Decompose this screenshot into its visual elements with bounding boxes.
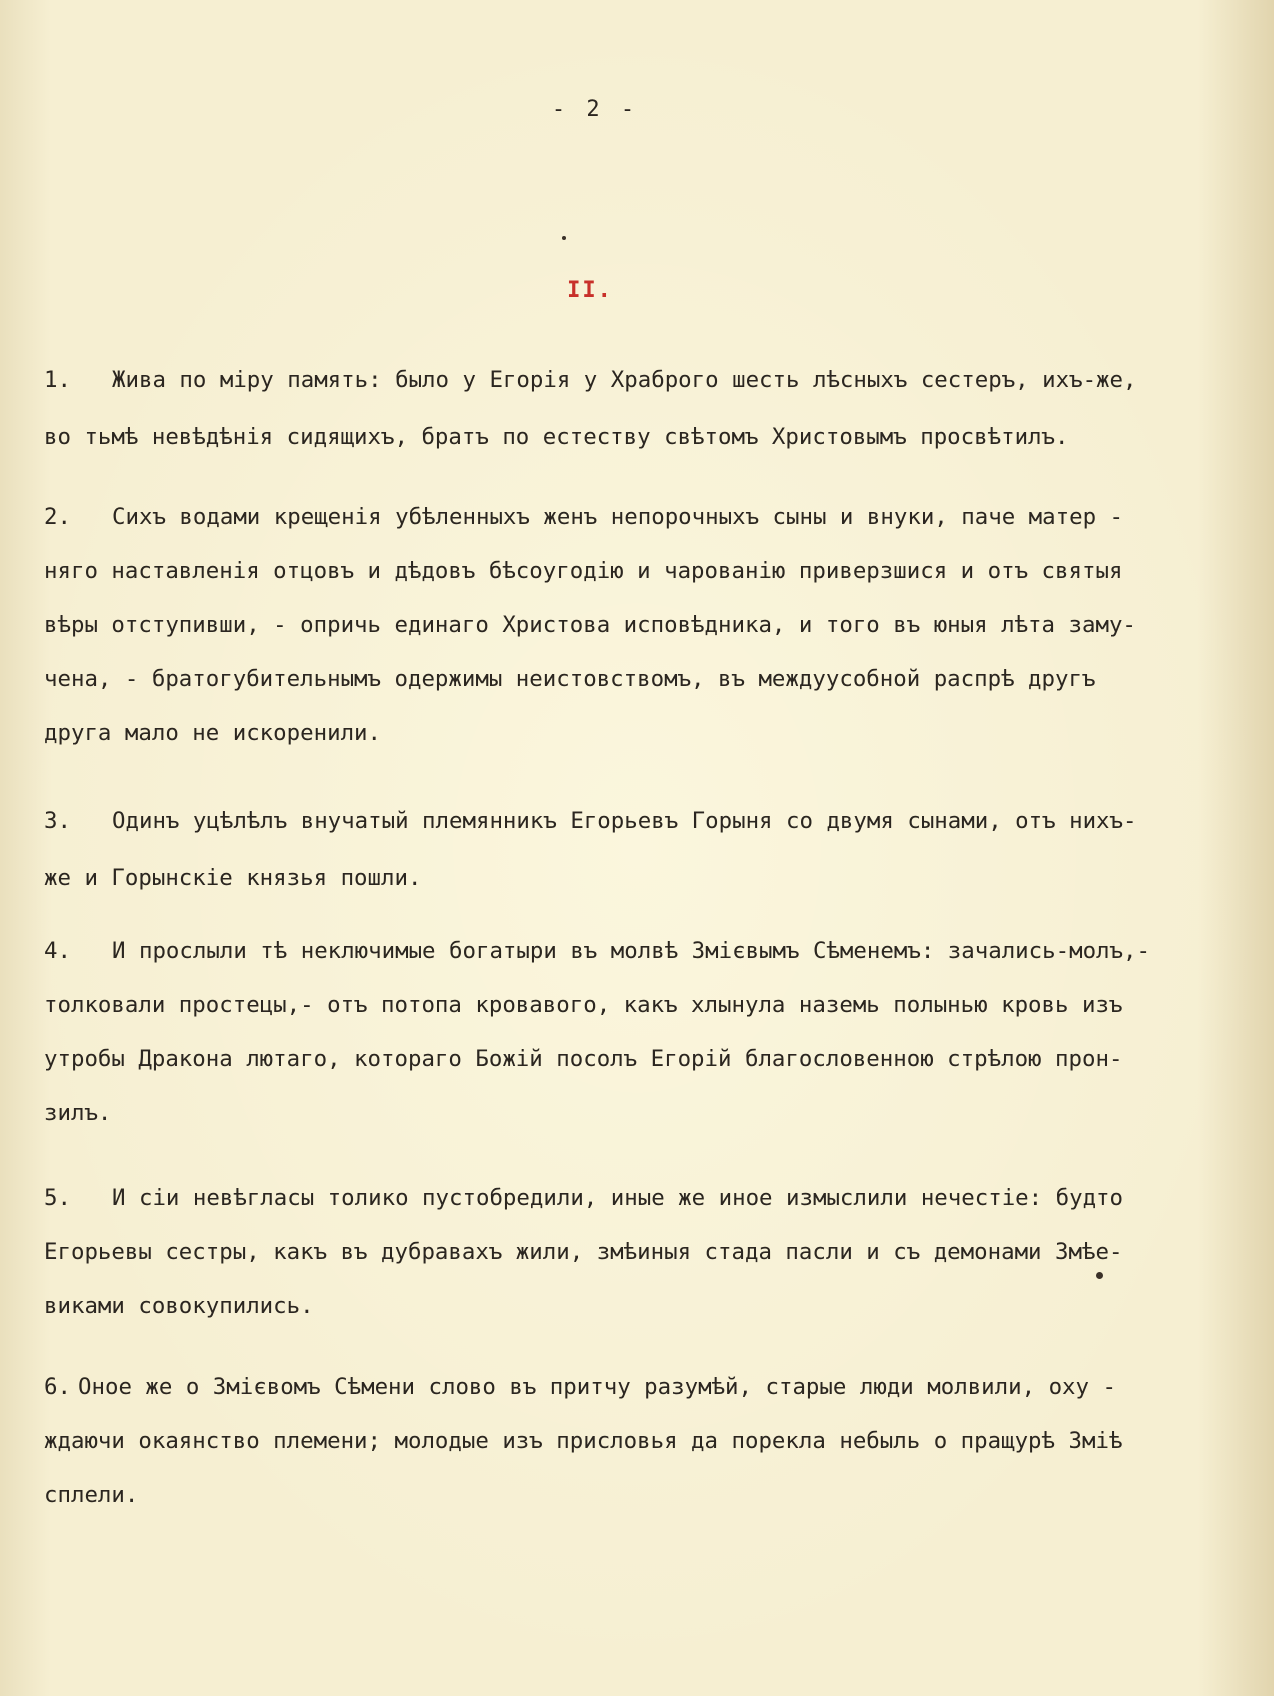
paragraph-number: 3. xyxy=(44,808,71,834)
ink-speck xyxy=(562,236,566,240)
paragraph-line xyxy=(44,352,1259,409)
paragraph-number: 1. xyxy=(44,367,71,393)
paragraph-line xyxy=(44,1171,1259,1225)
section-heading: II. xyxy=(567,278,613,303)
paragraph-line: вѣры отступивши, - опричь единаго Христова исповѣдника, и того въ юныя лѣта заму- xyxy=(44,612,1136,638)
paragraph-line: Егорьевы сестры, какъ въ дубравахъ жили, змѣиныя стада пасли и съ демонами Змѣе- xyxy=(44,1239,1123,1265)
paragraph-4 xyxy=(44,924,1259,1140)
paragraph-text: Жива по міру память: было у Егорія у Храброго шесть лѣсныхъ сестеръ, ихъ-же, xyxy=(112,367,1137,393)
paragraph-5 xyxy=(44,1171,1259,1333)
paragraph-text: И сіи невѣгласы толико пустобредили, иные же иное измыслили нечестіе: будто xyxy=(112,1185,1124,1211)
paragraph-text: Оное же о Змієвомъ Сѣмени слово въ притчу разумѣй, старые люди молвили, оху - xyxy=(78,1374,1116,1400)
paragraph-line: же и Горынскіе князья пошли. xyxy=(44,865,422,891)
paragraph-line: утробы Дракона лютаго, котораго Божій посолъ Егорій благословенною стрѣлою прон- xyxy=(44,1046,1123,1072)
paragraph-number: 2. xyxy=(44,504,71,530)
paragraph-line: ждаючи окаянство племени; молодые изъ присловья да порекла небыль о пращурѣ Зміѣ xyxy=(44,1428,1123,1454)
ink-speck xyxy=(1096,1272,1103,1279)
paragraph-line: виками совокупились. xyxy=(44,1293,314,1319)
paragraph-line xyxy=(44,1360,1259,1414)
paragraph-line xyxy=(44,793,1259,850)
paragraph-line: друга мало не искоренили. xyxy=(44,720,382,746)
paragraph-line xyxy=(44,924,1259,978)
paragraph-line: чена, - братогубительнымъ одержимы неистовствомъ, въ междуусобной распрѣ другъ xyxy=(44,666,1096,692)
paragraph-1 xyxy=(44,352,1259,466)
paragraph-2 xyxy=(44,490,1259,760)
paragraph-number: 5. xyxy=(44,1185,71,1211)
paragraph-3 xyxy=(44,793,1259,907)
paragraph-line: во тьмѣ невѣдѣнія сидящихъ, братъ по естеству свѣтомъ Христовымъ просвѣтилъ. xyxy=(44,424,1069,450)
page-number: - 2 - xyxy=(551,97,639,122)
paragraph-6 xyxy=(44,1360,1259,1522)
paragraph-text: Сихъ водами крещенія убѣленныхъ женъ непорочныхъ сыны и внуки, паче матер - xyxy=(112,504,1124,530)
paragraph-text: Одинъ уцѣлѣлъ внучатый племянникъ Егорьевъ Горыня со двумя сынами, отъ нихъ- xyxy=(112,808,1137,834)
paragraph-number: 4. xyxy=(44,938,71,964)
paragraph-line: зилъ. xyxy=(44,1100,112,1126)
paragraph-number: 6. xyxy=(44,1374,71,1400)
paragraph-line: няго наставленія отцовъ и дѣдовъ бѣсоугодію и чарованію приверзшися и отъ святыя xyxy=(44,558,1123,584)
paragraph-line: толковали простецы,- отъ потопа кровавого, какъ хлынула наземь полынью кровь изъ xyxy=(44,992,1123,1018)
paragraph-line xyxy=(44,490,1259,544)
paragraph-line: сплели. xyxy=(44,1482,139,1508)
paragraph-text: И прослыли тѣ неключимые богатыри въ молвѣ Змієвымъ Сѣменемъ: зачались-молъ,- xyxy=(112,938,1150,964)
